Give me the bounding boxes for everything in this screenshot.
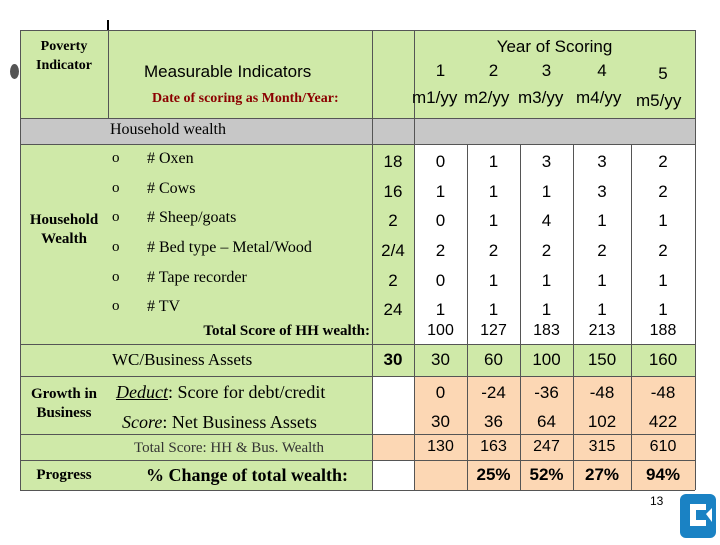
net-score-label (122, 412, 317, 433)
item-label: # Cows (147, 180, 196, 197)
grid-line (20, 344, 695, 345)
item-value: 1 (488, 271, 499, 290)
total-hh-value: 188 (649, 322, 677, 339)
month-label: m4/yy (576, 88, 622, 107)
item-value: 2 (658, 152, 668, 171)
item-label: # Sheep/goats (147, 209, 237, 226)
year-number: 5 (658, 64, 668, 83)
month-label: m2/yy (464, 88, 510, 107)
item-value: 1 (488, 152, 499, 171)
progress-label: Progress (36, 467, 92, 483)
deduct-value: -36 (534, 383, 559, 402)
year-number: 4 (597, 61, 607, 80)
year-number: 1 (435, 61, 446, 80)
deduct-prefix: Deduct (116, 382, 168, 402)
item-value: 1 (435, 182, 446, 201)
grid-line (695, 30, 696, 490)
total-hh-value: 127 (480, 322, 507, 339)
grid-line (20, 118, 695, 119)
item-value: 4 (541, 211, 552, 230)
item-value: 1 (541, 271, 552, 290)
month-label: m3/yy (518, 88, 564, 107)
item-label: # TV (147, 298, 181, 315)
grid-line (20, 460, 695, 461)
bullet-dot (10, 64, 19, 79)
logo-icon (676, 490, 720, 540)
total-hh-value: 183 (533, 322, 560, 339)
assets-value: 160 (648, 350, 678, 369)
item-value: 2 (658, 182, 668, 201)
score-prefix: Score (122, 412, 163, 432)
poverty-indicator-header: Poverty Indicator (36, 39, 92, 73)
year-number: 3 (541, 61, 552, 80)
item-value: 1 (597, 300, 607, 319)
assets-value: 30 (431, 350, 450, 369)
grid-line (20, 376, 695, 377)
item-weight: 2/4 (381, 241, 405, 260)
section-household-wealth: Household wealth (110, 121, 226, 138)
grid-line (20, 144, 695, 145)
top-tick (107, 20, 109, 30)
item-value: 0 (435, 211, 446, 230)
deduct-value: -48 (650, 383, 676, 402)
item-value: 2 (488, 241, 499, 260)
assets-value: 100 (532, 350, 561, 369)
total-hh-value: 100 (427, 322, 454, 339)
item-weight: 16 (383, 182, 403, 201)
change-value: 94% (645, 465, 681, 484)
total-score-value: 315 (588, 438, 616, 455)
item-label: # Oxen (147, 150, 194, 167)
total-score-label: Total Score: HH & Bus. Wealth (134, 440, 324, 456)
item-value: 2 (435, 241, 446, 260)
item-label: # Tape recorder (147, 269, 247, 286)
score-value: 422 (648, 412, 678, 431)
item-value: 1 (488, 300, 499, 319)
item-weight: 18 (383, 152, 403, 171)
item-value: 1 (435, 300, 446, 319)
item-value: 1 (488, 211, 499, 230)
total-score-value: 610 (649, 438, 677, 455)
deduct-value: -24 (481, 383, 506, 402)
item-value: 1 (658, 271, 668, 290)
deduct-value: -48 (589, 383, 615, 402)
score-value: 102 (587, 412, 617, 431)
item-weight: 2 (388, 271, 398, 290)
change-value: 25% (476, 465, 511, 484)
bullet-icon: o (112, 269, 120, 285)
item-value: 0 (435, 271, 446, 290)
year-number: 2 (488, 61, 499, 80)
total-hh-wealth-label: Total Score of HH wealth: (203, 323, 370, 339)
item-value: 1 (488, 182, 499, 201)
bullet-icon: o (112, 150, 120, 166)
score-value: 30 (431, 412, 450, 431)
item-value: 2 (597, 241, 607, 260)
item-value: 1 (597, 211, 607, 230)
deduct-value: 0 (435, 383, 446, 402)
score-text: : Net Business Assets (162, 412, 317, 432)
item-value: 2 (658, 241, 668, 260)
grid-line (108, 30, 109, 118)
item-weight: 24 (383, 300, 403, 319)
change-value: 52% (529, 465, 564, 484)
item-weight: 2 (388, 211, 398, 230)
month-label: m1/yy (412, 88, 458, 107)
change-label: % Change of total wealth: (146, 465, 348, 485)
total-score-value: 130 (427, 438, 454, 455)
total-score-value: 163 (480, 438, 507, 455)
score-value: 64 (537, 412, 556, 431)
item-value: 0 (435, 152, 446, 171)
deduct-text: : Score for debt/credit (167, 382, 326, 402)
assets-value: 150 (587, 350, 617, 369)
assets-value: 60 (484, 350, 503, 369)
year-of-scoring-header: Year of Scoring (496, 37, 613, 56)
date-label: Date of scoring as Month/Year: (152, 91, 339, 106)
item-value: 1 (658, 300, 668, 319)
item-value: 2 (541, 241, 552, 260)
growth-in-business-label: Growth in Business (31, 386, 97, 421)
household-wealth-label: Household Wealth (29, 212, 99, 247)
change-value: 27% (584, 465, 620, 484)
item-value: 1 (541, 300, 552, 319)
bullet-icon: o (112, 180, 120, 196)
wc-business-assets-label: WC/Business Assets (112, 350, 253, 369)
deduct-label (116, 382, 325, 403)
total-score-value: 247 (533, 438, 560, 455)
wc-business-assets-weight: 30 (383, 350, 403, 369)
item-value: 3 (541, 152, 552, 171)
grid-line (20, 490, 695, 491)
total-hh-value: 213 (588, 322, 616, 339)
grid-line (20, 434, 695, 435)
bullet-icon: o (112, 239, 120, 255)
item-label: # Bed type – Metal/Wood (147, 239, 312, 256)
item-value: 3 (597, 152, 607, 171)
measurable-indicators-header: Measurable Indicators (144, 62, 312, 81)
grid-line (20, 30, 695, 31)
item-value: 1 (658, 211, 668, 230)
bullet-icon: o (112, 298, 120, 314)
item-value: 3 (597, 182, 607, 201)
bullet-icon: o (112, 209, 120, 225)
page-number: 13 (650, 494, 664, 508)
month-label: m5/yy (636, 91, 682, 110)
item-value: 1 (541, 182, 552, 201)
item-value: 1 (597, 271, 607, 290)
score-value: 36 (484, 412, 503, 431)
